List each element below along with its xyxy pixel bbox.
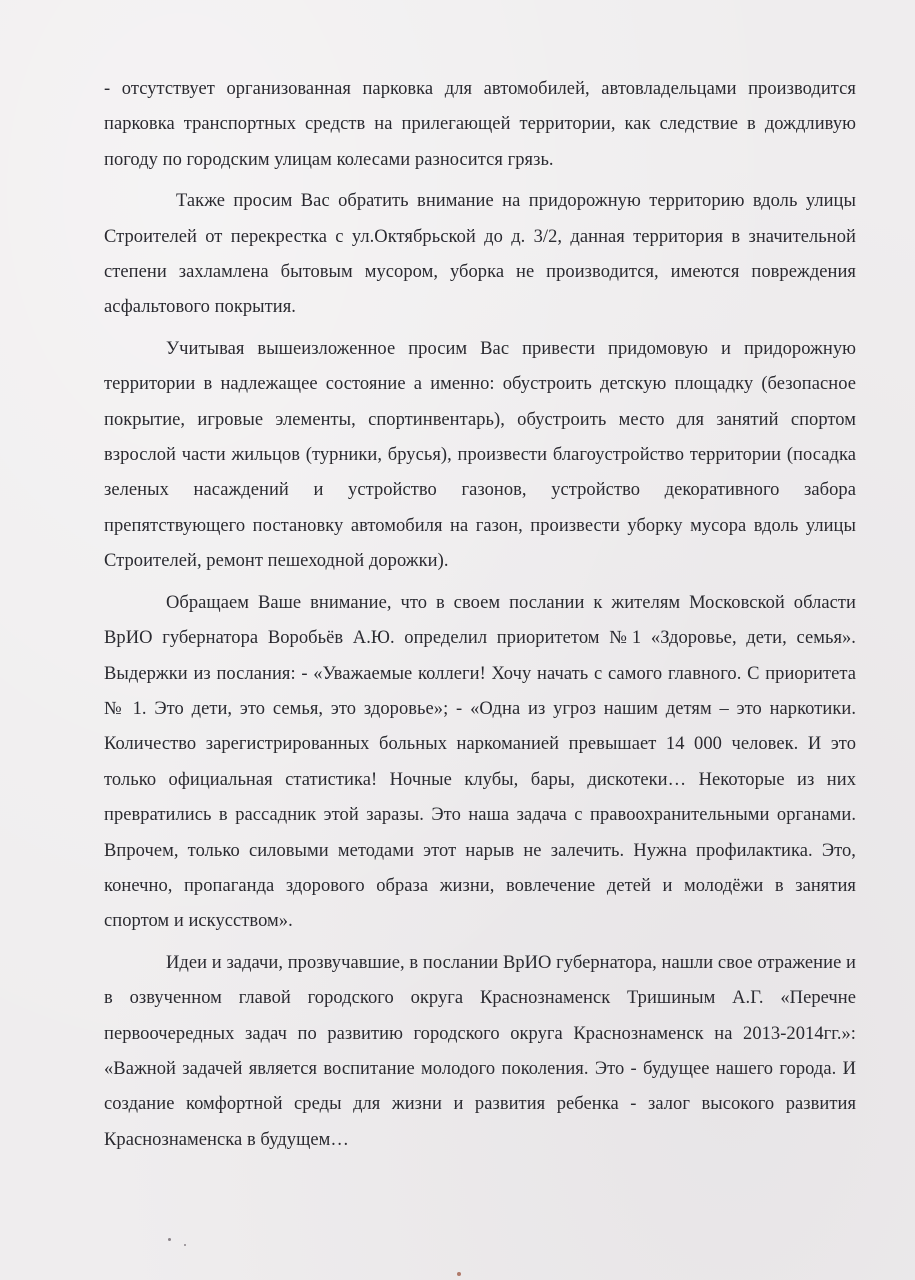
- scan-speck: [168, 1238, 171, 1241]
- paragraph-governor-message: Обращаем Ваше внимание, что в своем послании к жителям Московской области ВрИО губернатора Воробьёв А.Ю. определил приоритетом №1 «Здоровье, дети, семья». Выдержки из послания: - «Уважаемые коллеги! Хочу начать с самого главного. С приоритета № 1. Это дети, это семья, это здоровье»; - «Одна из угроз нашим детям – это наркотики. Количество зарегистрированных больных наркоманией превышает 14 000 человек. И это только официальная статистика! Ночные клубы, бары, дискотеки… Некоторые из них превратились в рассадник этой заразы. Это наша задача с правоохранительными органами. Впрочем, только силовыми методами этот нарыв не залечить. Нужна профилактика. Это, конечно, пропаганда здорового образа жизни, вовлечение детей и молодёжи в занятия спортом и искусством».: [104, 592, 856, 932]
- paragraph-parking: - отсутствует организованная парковка для автомобилей, автовладельцами производится парковка транспортных средств на прилегающей территории, как следствие в дождливую погоду по городским улицам колесами разносится грязь.: [104, 79, 856, 170]
- paragraph-roadside-territory: Также просим Вас обратить внимание на придорожную территорию вдоль улицы Строителей от перекрестка с ул.Октябрьской до д. 3/2, данная территория в значительной степени захламлена бытовым мусором, уборка не производится, имеются повреждения асфальтового покрытия.: [104, 191, 856, 318]
- paragraph-request: Учитывая вышеизложенное просим Вас привести придомовую и придорожную территории в надлежащее состояние а именно: обустроить детскую площадку (безопасное покрытие, игровые элементы, спортинвентарь), обустроить место для занятий спортом взрослой части жильцов (турники, брусья), произвести благоустройство территории (посадка зеленых насаждений и устройство газонов, устройство декоративного забора препятствующего постановку автомобиля на газон, произвести уборку мусора вдоль улицы Строителей, ремонт пешеходной дорожки).: [104, 338, 856, 572]
- scan-speck: [457, 1272, 461, 1276]
- document-body: [104, 72, 856, 1158]
- scan-speck: [184, 1244, 186, 1246]
- paragraph-city-tasks: Идеи и задачи, прозвучавшие, в послании ВрИО губернатора, нашли свое отражение и в озвученном главой городского округа Краснознаменск Тришиным А.Г. «Перечне первоочередных задач по развитию городского округа Краснознаменск на 2013-2014гг.»: «Важной задачей является воспитание молодого поколения. Это - будущее нашего города. И создание комфортной среды для жизни и развития ребенка - залог высокого развития Краснознаменска в будущем…: [104, 952, 856, 1150]
